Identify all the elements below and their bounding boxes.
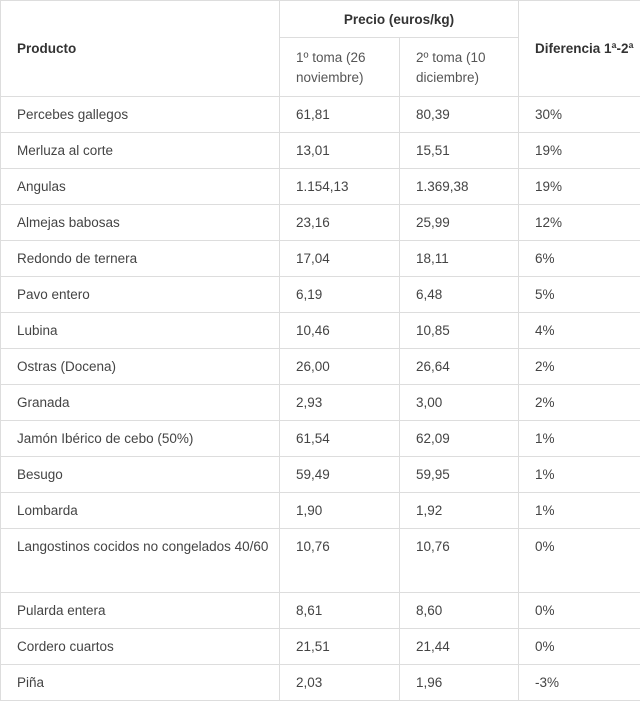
cell-diferencia: 1% — [519, 457, 640, 493]
cell-toma2: 26,64 — [400, 349, 519, 385]
table-row — [1, 205, 640, 241]
cell-toma2: 1,96 — [400, 665, 519, 701]
cell-toma2: 15,51 — [400, 133, 519, 169]
cell-diferencia: 6% — [519, 241, 640, 277]
cell-producto: Merluza al corte — [1, 133, 280, 169]
table-row — [1, 665, 640, 701]
cell-toma1: 13,01 — [280, 133, 400, 169]
cell-producto: Pularda entera — [1, 593, 280, 629]
cell-toma1: 21,51 — [280, 629, 400, 665]
cell-toma1: 61,54 — [280, 421, 400, 457]
header-toma-2: 2º toma (10 diciembre) — [400, 38, 519, 97]
cell-toma2: 25,99 — [400, 205, 519, 241]
cell-toma2: 18,11 — [400, 241, 519, 277]
cell-toma1: 10,76 — [280, 529, 400, 593]
cell-producto: Ostras (Docena) — [1, 349, 280, 385]
cell-toma1: 2,93 — [280, 385, 400, 421]
cell-toma1: 2,03 — [280, 665, 400, 701]
cell-toma2: 62,09 — [400, 421, 519, 457]
table-row — [1, 277, 640, 313]
cell-toma1: 6,19 — [280, 277, 400, 313]
table-row — [1, 457, 640, 493]
table-body — [1, 97, 640, 701]
cell-diferencia: 0% — [519, 629, 640, 665]
cell-producto: Redondo de ternera — [1, 241, 280, 277]
cell-toma1: 8,61 — [280, 593, 400, 629]
table-row — [1, 133, 640, 169]
cell-producto: Lubina — [1, 313, 280, 349]
table-row — [1, 241, 640, 277]
cell-toma1: 23,16 — [280, 205, 400, 241]
cell-producto: Lombarda — [1, 493, 280, 529]
cell-diferencia: 5% — [519, 277, 640, 313]
table-row — [1, 97, 640, 133]
cell-producto: Piña — [1, 665, 280, 701]
cell-producto: Pavo entero — [1, 277, 280, 313]
cell-producto: Langostinos cocidos no congelados 40/60 — [1, 529, 280, 593]
table-row — [1, 385, 640, 421]
cell-diferencia: 4% — [519, 313, 640, 349]
cell-toma2: 21,44 — [400, 629, 519, 665]
header-producto: Producto — [1, 1, 280, 97]
cell-diferencia: -3% — [519, 665, 640, 701]
cell-toma1: 26,00 — [280, 349, 400, 385]
cell-toma2: 10,76 — [400, 529, 519, 593]
cell-toma1: 59,49 — [280, 457, 400, 493]
table-row — [1, 349, 640, 385]
cell-toma2: 6,48 — [400, 277, 519, 313]
table-row — [1, 593, 640, 629]
cell-producto: Percebes gallegos — [1, 97, 280, 133]
cell-diferencia: 30% — [519, 97, 640, 133]
cell-toma1: 1,90 — [280, 493, 400, 529]
header-toma-1: 1º toma (26 noviembre) — [280, 38, 400, 97]
cell-toma2: 1.369,38 — [400, 169, 519, 205]
cell-toma1: 10,46 — [280, 313, 400, 349]
cell-toma2: 80,39 — [400, 97, 519, 133]
cell-toma2: 10,85 — [400, 313, 519, 349]
table-row — [1, 493, 640, 529]
header-precio: Precio (euros/kg) — [280, 1, 519, 38]
header-diferencia: Diferencia 1ª-2ª — [519, 1, 640, 97]
cell-producto: Cordero cuartos — [1, 629, 280, 665]
cell-toma2: 1,92 — [400, 493, 519, 529]
cell-toma1: 17,04 — [280, 241, 400, 277]
cell-toma2: 8,60 — [400, 593, 519, 629]
cell-diferencia: 2% — [519, 385, 640, 421]
cell-producto: Almejas babosas — [1, 205, 280, 241]
table-header — [1, 1, 640, 97]
cell-producto: Besugo — [1, 457, 280, 493]
cell-producto: Angulas — [1, 169, 280, 205]
table-row — [1, 421, 640, 457]
cell-diferencia: 0% — [519, 593, 640, 629]
cell-toma1: 1.154,13 — [280, 169, 400, 205]
cell-diferencia: 19% — [519, 133, 640, 169]
cell-toma2: 59,95 — [400, 457, 519, 493]
cell-diferencia: 12% — [519, 205, 640, 241]
table-row — [1, 169, 640, 205]
table-row — [1, 529, 640, 593]
cell-toma2: 3,00 — [400, 385, 519, 421]
cell-producto: Jamón Ibérico de cebo (50%) — [1, 421, 280, 457]
table-row — [1, 629, 640, 665]
cell-diferencia: 1% — [519, 421, 640, 457]
cell-diferencia: 2% — [519, 349, 640, 385]
cell-producto: Granada — [1, 385, 280, 421]
cell-diferencia: 1% — [519, 493, 640, 529]
table-row — [1, 313, 640, 349]
cell-toma1: 61,81 — [280, 97, 400, 133]
cell-diferencia: 19% — [519, 169, 640, 205]
cell-diferencia: 0% — [519, 529, 640, 593]
